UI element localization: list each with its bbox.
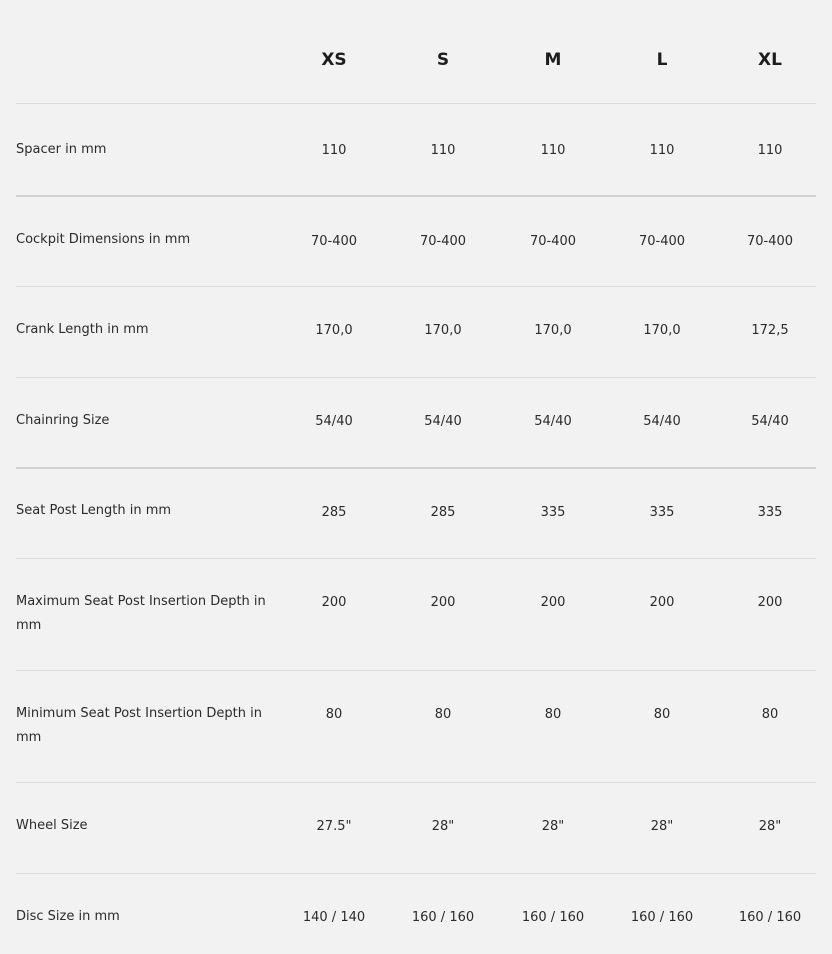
table-cell: 54/40 <box>315 414 353 429</box>
table-cell: 160 / 160 <box>521 910 585 925</box>
table-row <box>16 783 816 874</box>
table-cell: 80 <box>544 707 562 722</box>
table-cell: 170,0 <box>315 323 353 338</box>
row-label: Chainring Size <box>16 413 110 428</box>
table-cell: 335 <box>649 505 675 520</box>
table-cell: 140 / 140 <box>302 910 366 925</box>
size-header-m: M <box>544 50 562 70</box>
table-row <box>16 874 816 954</box>
table-cell: 200 <box>321 595 347 610</box>
table-cell: 70-400 <box>746 234 794 249</box>
row-label: Minimum Seat Post Insertion Depth in mm <box>16 706 262 745</box>
size-header-l: L <box>656 50 668 70</box>
table-row <box>16 469 816 559</box>
table-cell: 200 <box>649 595 675 610</box>
table-cell: 200 <box>540 595 566 610</box>
table-cell: 70-400 <box>638 234 686 249</box>
table-cell: 28" <box>650 819 674 834</box>
table-cell: 54/40 <box>534 414 572 429</box>
table-cell: 28" <box>431 819 455 834</box>
table-cell: 160 / 160 <box>411 910 475 925</box>
table-cell: 80 <box>653 707 671 722</box>
table-cell: 285 <box>321 505 347 520</box>
row-label: Crank Length in mm <box>16 322 149 337</box>
table-cell: 70-400 <box>529 234 577 249</box>
table-cell: 335 <box>540 505 566 520</box>
table-cell: 27.5" <box>316 819 352 834</box>
row-label: Spacer in mm <box>16 142 107 157</box>
table-row <box>16 378 816 469</box>
table-row <box>16 104 816 197</box>
table-cell: 28" <box>758 819 782 834</box>
table-cell: 160 / 160 <box>738 910 802 925</box>
table-row <box>16 671 816 783</box>
table-row <box>16 287 816 378</box>
size-header-xl: XL <box>758 50 782 70</box>
table-cell: 335 <box>757 505 783 520</box>
geometry-spec-table <box>16 0 816 954</box>
table-cell: 110 <box>649 143 675 158</box>
table-cell: 80 <box>325 707 343 722</box>
table-cell: 285 <box>430 505 456 520</box>
table-cell: 170,0 <box>424 323 462 338</box>
row-label: Wheel Size <box>16 818 88 833</box>
table-cell: 70-400 <box>310 234 358 249</box>
table-row <box>16 197 816 287</box>
table-cell: 110 <box>757 143 783 158</box>
table-cell: 110 <box>430 143 456 158</box>
row-label: Seat Post Length in mm <box>16 503 172 518</box>
table-cell: 54/40 <box>643 414 681 429</box>
table-cell: 170,0 <box>643 323 681 338</box>
table-cell: 200 <box>430 595 456 610</box>
size-header-s: S <box>436 50 450 70</box>
table-row <box>16 559 816 671</box>
table-cell: 80 <box>434 707 452 722</box>
table-cell: 28" <box>541 819 565 834</box>
table-cell: 110 <box>321 143 347 158</box>
table-cell: 70-400 <box>419 234 467 249</box>
table-cell: 80 <box>761 707 779 722</box>
size-header-row <box>16 0 816 104</box>
row-label: Maximum Seat Post Insertion Depth in mm <box>16 594 266 633</box>
table-cell: 170,0 <box>534 323 572 338</box>
table-cell: 200 <box>757 595 783 610</box>
row-label: Disc Size in mm <box>16 909 120 924</box>
table-cell: 54/40 <box>751 414 789 429</box>
table-cell: 54/40 <box>424 414 462 429</box>
table-cell: 110 <box>540 143 566 158</box>
row-label: Cockpit Dimensions in mm <box>16 232 191 247</box>
size-header-xs: XS <box>321 50 347 70</box>
table-cell: 172,5 <box>751 323 789 338</box>
table-cell: 160 / 160 <box>630 910 694 925</box>
